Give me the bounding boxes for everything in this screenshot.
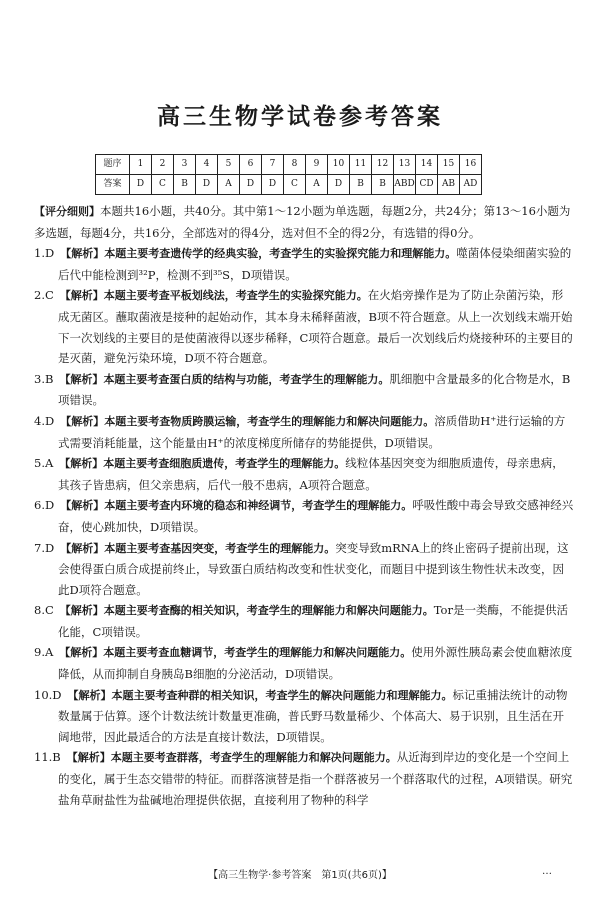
question-number: 8 (284, 155, 306, 175)
item-text: 在火焰旁操作是为了防止杂菌污染，形成无菌区。蘸取菌液是接种的起始动作，其本身未稀释菌液，B项不符合题意。从上一次划线末端开始下一次划线的主要目的是使菌液得以逐步稀释，C项符合题意。最后一次划线后灼烧接种环的主要目的是灭菌，避免污染环境，D项不符合题意。 (58, 288, 573, 366)
table-row-numbers (96, 155, 482, 175)
item-tag: 【解析】 (72, 751, 111, 765)
item-answer: 8.C (34, 603, 54, 618)
item-text: 噬菌体侵染细菌实验的后代中能检测到³²P，检测不到³⁵S，D项错误。 (58, 246, 572, 282)
item-text: 标记重捕法统计的动物数量属于估算。逐个计数法统计数量更准确，普氏野马数量稀少、个体高大、易于识别，且生活在开阔地带，因此最适合的方法是直接计数法，D项错误。 (58, 687, 568, 744)
item-focus: 本题主要考查酶的相关知识，考查学生的理解能力和解决问题能力。 (103, 604, 434, 618)
item-answer: 4.D (34, 413, 55, 428)
item-answer: 2.C (34, 288, 54, 303)
item-tag: 【解析】 (65, 247, 105, 261)
answer-cell: B (350, 175, 372, 195)
item-text: 肌细胞中含量最多的化合物是水，B项错误。 (58, 371, 571, 408)
answer-cell: D (240, 175, 262, 195)
answer-cell: A (218, 175, 240, 195)
item-answer: 10.D (34, 687, 62, 702)
item-text: 溶质借助H⁺进行运输的方式需要消耗能量，这个能量由H⁺的浓度梯度所储存的势能提供，D项错误。 (58, 413, 566, 450)
explanation-item (34, 243, 574, 285)
item-focus: 本题主要考查内环境的稳态和神经调节，考查学生的理解能力。 (104, 499, 413, 513)
item-text: 呼吸性酸中毒会导致交感神经兴奋，使心跳加快，D项错误。 (58, 498, 574, 534)
answer-cell: D (196, 175, 218, 195)
item-answer: 1.D (34, 246, 55, 261)
question-number: 6 (240, 155, 262, 175)
item-focus: 本题主要考查平板划线法，考查学生的实验探究能力。 (103, 289, 368, 303)
row-label-answer: 答案 (96, 175, 130, 195)
answer-cell: CD (416, 175, 438, 195)
question-number: 7 (262, 155, 284, 175)
item-answer: 11.B (34, 750, 61, 765)
item-focus: 本题主要考查物质跨膜运输，考查学生的理解能力和解决问题能力。 (104, 414, 435, 428)
explanation-item (34, 411, 574, 453)
explanation-item (34, 538, 574, 601)
item-text: 从近海到岸边的变化是一个空间上的变化，属于生态交错带的特征。而群落演替是指一个群落被另一个群落取代的过程，A项错误。研究盐角草耐盐性为盐碱地治理提供依据，直接利用了物种的科学 (58, 750, 573, 807)
explanation-item (34, 369, 574, 411)
table-row-answers (96, 175, 482, 195)
question-number: 2 (152, 155, 174, 175)
answer-cell: ABD (394, 175, 416, 195)
answer-table (95, 154, 482, 195)
explanation-item (34, 495, 574, 537)
question-number: 12 (372, 155, 394, 175)
item-focus: 本题主要考查蛋白质的结构与功能，考查学生的理解能力。 (103, 372, 390, 386)
item-answer: 5.A (34, 456, 54, 471)
item-answer: 7.D (34, 540, 55, 555)
answer-cell: A (306, 175, 328, 195)
answer-cell: C (284, 175, 306, 195)
answer-cell: D (130, 175, 152, 195)
question-number: 1 (130, 155, 152, 175)
scoring-text: 本题共16小题，共40分。其中第1～12小题为单选题，每题2分，共24分；第13～16小题为多选题，每题4分，共16分，全部选对的得4分，选对但不全的得2分，有选错的得0分。 (34, 204, 571, 240)
item-focus: 本题主要考查基因突变，考查学生的理解能力。 (104, 541, 336, 555)
question-number: 3 (174, 155, 196, 175)
item-text: 使用外源性胰岛素会使血糖浓度降低，从而抑制自身胰岛B细胞的分泌活动，D项错误。 (58, 645, 573, 682)
answer-cell: AB (438, 175, 460, 195)
item-focus: 本题主要考查遗传学的经典实验，考查学生的实验探究能力和理解能力。 (104, 247, 457, 261)
page-title: 高三生物学试卷参考答案 (157, 104, 443, 130)
question-number: 14 (416, 155, 438, 175)
item-answer: 3.B (34, 371, 54, 386)
explanation-item (34, 685, 574, 748)
question-number: 16 (460, 155, 482, 175)
explanation-item (34, 285, 574, 368)
item-tag: 【解析】 (73, 688, 112, 702)
scoring-rules (34, 201, 574, 243)
question-number: 11 (350, 155, 372, 175)
item-tag: 【解析】 (65, 541, 105, 555)
item-text: 线粒体基因突变为细胞质遗传，母亲患病，其孩子皆患病，但父亲患病，后代一般不患病，A项符合题意。 (58, 456, 564, 492)
item-tag: 【解析】 (65, 414, 105, 428)
item-tag: 【解析】 (64, 457, 104, 471)
answer-cell: AD (460, 175, 482, 195)
item-tag: 【解析】 (65, 604, 104, 618)
explanation-item (34, 453, 574, 495)
answer-cell: D (262, 175, 284, 195)
question-number: 13 (394, 155, 416, 175)
scoring-label: 【评分细则】 (34, 205, 100, 218)
item-tag: 【解析】 (65, 499, 105, 513)
question-number: 10 (328, 155, 350, 175)
item-tag: 【解析】 (64, 646, 104, 660)
answer-cell: B (372, 175, 394, 195)
explanation-item (34, 747, 574, 810)
item-text: Tor是一类酶，不能提供活化能，C项错误。 (58, 603, 568, 639)
item-tag: 【解析】 (64, 372, 104, 386)
item-tag: 【解析】 (65, 289, 104, 303)
question-number: 9 (306, 155, 328, 175)
item-text: 突变导致mRNA上的终止密码子提前出现，这会使得蛋白质合成提前终止，导致蛋白质结构改变和性状变化，而题目中提到该生物性状未改变，因此D项符合题意。 (58, 540, 569, 597)
page-footer: 【高三生物学·参考答案 第1页(共6页)】 (208, 870, 392, 881)
answer-cell: C (152, 175, 174, 195)
item-answer: 9.A (34, 645, 54, 660)
item-focus: 本题主要考查群落，考查学生的理解能力和解决问题能力。 (110, 751, 397, 765)
question-number: 4 (196, 155, 218, 175)
item-focus: 本题主要考查血糖调节，考查学生的理解能力和解决问题能力。 (103, 646, 412, 660)
item-focus: 本题主要考查细胞质遗传，考查学生的理解能力。 (103, 457, 346, 471)
item-focus: 本题主要考查种群的相关知识，考查学生的解决问题能力和理解能力。 (111, 688, 453, 702)
question-number: 15 (438, 155, 460, 175)
explanation-item (34, 642, 574, 684)
row-label-number: 题序 (96, 155, 130, 175)
explanations (34, 201, 574, 810)
explanation-item (34, 600, 574, 642)
item-answer: 6.D (34, 498, 55, 513)
answer-cell: B (174, 175, 196, 195)
question-number: 5 (218, 155, 240, 175)
answer-cell: D (328, 175, 350, 195)
footer-mark: … (542, 866, 552, 877)
